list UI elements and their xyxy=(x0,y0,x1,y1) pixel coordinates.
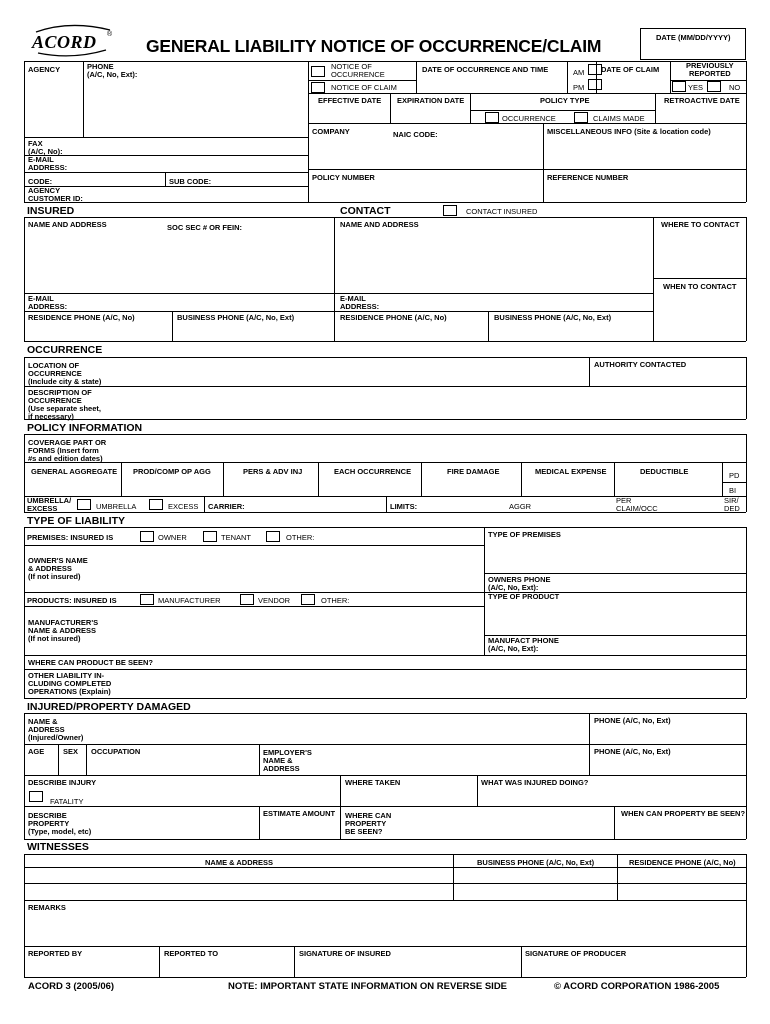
injured-heading: INJURED/PROPERTY DAMAGED xyxy=(27,701,191,713)
contact-name-address-field[interactable] xyxy=(335,232,653,292)
limits-label: LIMITS: xyxy=(390,502,418,511)
where-product-label: WHERE CAN PRODUCT BE SEEN? xyxy=(28,658,154,667)
location-label: LOCATION OF OCCURRENCE (Include city & state) xyxy=(28,361,102,386)
products-other-label: OTHER: xyxy=(321,596,350,605)
reported-by-label: REPORTED BY xyxy=(28,949,83,958)
date-claim-label: DATE OF CLAIM xyxy=(601,65,660,74)
injured-phone-label: PHONE (A/C, No, Ext) xyxy=(594,716,671,725)
per-claim-label: PER CLAIM/OCC xyxy=(616,496,658,513)
acord-logo xyxy=(30,22,116,58)
reference-number-label: REFERENCE NUMBER xyxy=(547,173,629,182)
describe-property-field[interactable] xyxy=(100,807,258,838)
signature-producer-field[interactable] xyxy=(522,960,745,976)
describe-property-label: DESCRIBE PROPERTY (Type, model, etc) xyxy=(28,811,92,836)
premises-tenant-checkbox[interactable] xyxy=(203,531,217,542)
date-occurrence-label: DATE OF OCCURRENCE AND TIME xyxy=(422,65,549,74)
reported-to-label: REPORTED TO xyxy=(164,949,219,958)
pm-label: PM xyxy=(573,83,585,92)
prod-comp-label: PROD/COMP OP AGG xyxy=(133,467,211,476)
manufact-phone-label: MANUFACT PHONE (A/C, No, Ext): xyxy=(488,636,559,653)
insured-heading: INSURED xyxy=(27,205,75,217)
when-to-contact-label: WHEN TO CONTACT xyxy=(663,282,737,291)
am-checkbox[interactable] xyxy=(588,64,602,75)
injured-phone2-label: PHONE (A/C, No, Ext) xyxy=(594,747,671,756)
premises-other-label: OTHER: xyxy=(286,533,315,542)
other-liability-label: OTHER LIABILITY IN- CLUDING COMPLETED OPERATIONS (Explain) xyxy=(28,671,112,696)
type-product-label: TYPE OF PRODUCT xyxy=(488,592,560,601)
contact-insured-checkbox[interactable] xyxy=(443,205,457,216)
age-label: AGE xyxy=(28,747,45,756)
authority-contacted-label: AUTHORITY CONTACTED xyxy=(594,360,687,369)
premises-insured-label: PREMISES: INSURED IS xyxy=(27,533,114,542)
form-id: ACORD 3 (2005/06) xyxy=(28,981,115,992)
premises-owner-checkbox[interactable] xyxy=(140,531,154,542)
am-label: AM xyxy=(573,68,585,77)
injured-name-field[interactable] xyxy=(100,714,588,743)
pd-label: PD xyxy=(729,471,740,480)
excess-label: EXCESS xyxy=(168,502,199,511)
expiration-date-label: EXPIRATION DATE xyxy=(397,96,465,105)
agency-label: AGENCY xyxy=(28,65,61,74)
previously-yes-checkbox[interactable] xyxy=(707,81,721,92)
previously-reported-label: PREVIOUSLY REPORTED xyxy=(686,61,734,78)
carrier-label: CARRIER: xyxy=(208,502,245,511)
witness-business-phone-label: BUSINESS PHONE (A/C, No, Ext) xyxy=(477,858,595,867)
umbrella-excess-label: UMBRELLA/ EXCESS xyxy=(27,496,72,513)
contact-name-address-label: NAME AND ADDRESS xyxy=(340,220,419,229)
fax-label: FAX (A/C, No): xyxy=(28,139,63,156)
coverage-part-label: COVERAGE PART OR FORMS (Insert form #s and edition dates) xyxy=(28,438,107,463)
each-occurrence-label: EACH OCCURRENCE xyxy=(334,467,412,476)
policy-number-field[interactable] xyxy=(309,182,542,201)
occurrence-checkbox[interactable] xyxy=(485,112,499,123)
contact-heading: CONTACT xyxy=(340,205,391,217)
other-liability-field[interactable] xyxy=(118,670,745,697)
premises-owner-label: OWNER xyxy=(158,533,187,542)
reverse-side-note: NOTE: IMPORTANT STATE INFORMATION ON REVERSE SIDE xyxy=(228,981,508,992)
fatality-checkbox[interactable] xyxy=(29,791,43,802)
bi-label: BI xyxy=(729,486,737,495)
sub-code-label: SUB CODE: xyxy=(169,177,212,186)
notice-claim-label: NOTICE OF CLAIM xyxy=(331,83,397,92)
contact-email-label: E-MAIL ADDRESS: xyxy=(340,294,380,311)
where-taken-label: WHERE TAKEN xyxy=(345,778,401,787)
aggr-label: AGGR xyxy=(509,502,532,511)
coverage-part-field[interactable] xyxy=(115,435,745,461)
where-product-field[interactable] xyxy=(160,656,745,668)
insured-residence-phone-label: RESIDENCE PHONE (A/C, No) xyxy=(28,313,135,322)
witness-residence-phone-label: RESIDENCE PHONE (A/C, No) xyxy=(629,858,736,867)
describe-injury-label: DESCRIBE INJURY xyxy=(28,778,97,787)
products-vendor-label: VENDOR xyxy=(258,596,291,605)
deductible-label: DEDUCTIBLE xyxy=(640,467,689,476)
where-to-contact-label: WHERE TO CONTACT xyxy=(661,220,740,229)
estimate-amount-label: ESTIMATE AMOUNT xyxy=(263,809,336,818)
location-field[interactable] xyxy=(110,358,588,385)
pm-checkbox[interactable] xyxy=(588,79,602,90)
medical-expense-label: MEDICAL EXPENSE xyxy=(535,467,607,476)
owners-name-field[interactable] xyxy=(110,546,483,592)
insured-name-address-field[interactable] xyxy=(25,232,333,292)
manufacturers-name-field[interactable] xyxy=(110,607,483,654)
witness-row-2[interactable] xyxy=(25,884,745,899)
contact-residence-phone-label: RESIDENCE PHONE (A/C, No) xyxy=(340,313,447,322)
registered-mark: ® xyxy=(107,31,113,38)
description-field[interactable] xyxy=(110,387,745,418)
remarks-label: REMARKS xyxy=(28,903,66,912)
claims-made-label: CLAIMS MADE xyxy=(593,114,645,123)
injured-name-label: NAME & ADDRESS (Injured/Owner) xyxy=(28,717,84,742)
premises-tenant-label: TENANT xyxy=(221,533,251,542)
witnesses-heading: WITNESSES xyxy=(27,841,89,853)
products-manufacturer-label: MANUFACTURER xyxy=(158,596,221,605)
previously-no-checkbox[interactable] xyxy=(672,81,686,92)
soc-sec-label: SOC SEC # OR FEIN: xyxy=(167,223,243,232)
fatality-label: FATALITY xyxy=(50,797,84,806)
what-doing-label: WHAT WAS INJURED DOING? xyxy=(481,778,589,787)
date-label: DATE (MM/DD/YYYY) xyxy=(656,33,731,42)
witness-name-label: NAME & ADDRESS xyxy=(205,858,274,867)
naic-code-label: NAIC CODE: xyxy=(393,130,438,139)
description-label: DESCRIPTION OF OCCURRENCE (Use separate sheet, if necessary) xyxy=(28,388,101,421)
owners-phone-label: OWNERS PHONE (A/C, No, Ext): xyxy=(488,575,551,592)
effective-date-label: EFFECTIVE DATE xyxy=(318,96,382,105)
premises-other-checkbox[interactable] xyxy=(266,531,280,542)
email-label: E-MAIL ADDRESS: xyxy=(28,155,68,172)
employers-name-label: EMPLOYER'S NAME & ADDRESS xyxy=(263,748,312,773)
notice-claim-checkbox[interactable] xyxy=(311,82,325,93)
signature-insured-label: SIGNATURE OF INSURED xyxy=(299,949,391,958)
reported-by-field[interactable] xyxy=(25,960,158,976)
owners-name-label: OWNER'S NAME & ADDRESS (If not insured) xyxy=(28,556,88,581)
acord-logo-text: ACORD xyxy=(32,32,97,52)
products-manufacturer-checkbox[interactable] xyxy=(140,594,154,605)
company-label: COMPANY xyxy=(312,127,350,136)
where-property-label: WHERE CAN PROPERTY BE SEEN? xyxy=(345,811,392,836)
fire-damage-label: FIRE DAMAGE xyxy=(447,467,500,476)
occupation-label: OCCUPATION xyxy=(91,747,141,756)
occurrence-heading: OCCURRENCE xyxy=(27,344,103,356)
date-occurrence-field[interactable] xyxy=(417,74,567,92)
pers-adv-label: PERS & ADV INJ xyxy=(243,467,303,476)
when-property-label: WHEN CAN PROPERTY BE SEEN? xyxy=(621,809,746,818)
claims-made-checkbox[interactable] xyxy=(574,112,588,123)
remarks-field[interactable] xyxy=(25,914,745,945)
insured-email-label: E-MAIL ADDRESS: xyxy=(28,294,68,311)
reported-to-field[interactable] xyxy=(160,960,293,976)
general-aggregate-label: GENERAL AGGREGATE xyxy=(31,467,118,476)
signature-producer-label: SIGNATURE OF PRODUCER xyxy=(525,949,627,958)
yes-label: YES xyxy=(688,83,704,92)
no-label: NO xyxy=(729,83,741,92)
retroactive-date-label: RETROACTIVE DATE xyxy=(664,96,740,105)
witness-row-1[interactable] xyxy=(25,868,745,883)
signature-insured-field[interactable] xyxy=(295,960,520,976)
policy-info-heading: POLICY INFORMATION xyxy=(27,422,143,434)
reference-number-field[interactable] xyxy=(544,182,745,201)
misc-info-label: MISCELLANEOUS INFO (Site & location code) xyxy=(547,127,711,136)
type-liability-heading: TYPE OF LIABILITY xyxy=(27,515,126,527)
agency-name-field[interactable] xyxy=(25,78,307,136)
notice-occurrence-label: NOTICE OF OCCURRENCE xyxy=(331,62,385,79)
type-premises-label: TYPE OF PREMISES xyxy=(488,530,561,539)
insured-name-address-label: NAME AND ADDRESS xyxy=(28,220,107,229)
umbrella-checkbox[interactable] xyxy=(77,499,91,510)
excess-checkbox[interactable] xyxy=(149,499,163,510)
manufacturers-name-label: MANUFACTURER'S NAME & ADDRESS (If not insured) xyxy=(28,618,99,643)
form-title: GENERAL LIABILITY NOTICE OF OCCURRENCE/CLAIM xyxy=(146,36,602,56)
contact-insured-label: CONTACT INSURED xyxy=(466,207,538,216)
products-insured-label: PRODUCTS: INSURED IS xyxy=(27,596,117,605)
products-vendor-checkbox[interactable] xyxy=(240,594,254,605)
notice-occurrence-checkbox[interactable] xyxy=(311,66,325,77)
code-label: CODE: xyxy=(28,177,53,186)
umbrella-label: UMBRELLA xyxy=(96,502,137,511)
contact-business-phone-label: BUSINESS PHONE (A/C, No, Ext) xyxy=(494,313,612,322)
sex-label: SEX xyxy=(63,747,79,756)
phone-label: PHONE (A/C, No, Ext): xyxy=(87,62,138,79)
products-other-checkbox[interactable] xyxy=(301,594,315,605)
copyright: © ACORD CORPORATION 1986-2005 xyxy=(554,981,720,992)
sir-ded-label: SIR/ DED xyxy=(724,496,740,513)
policy-type-label: POLICY TYPE xyxy=(540,96,590,105)
insured-business-phone-label: BUSINESS PHONE (A/C, No, Ext) xyxy=(177,313,295,322)
policy-number-label: POLICY NUMBER xyxy=(312,173,375,182)
customer-id-label: AGENCY CUSTOMER ID: xyxy=(28,186,83,203)
occurrence-policy-label: OCCURRENCE xyxy=(502,114,556,123)
